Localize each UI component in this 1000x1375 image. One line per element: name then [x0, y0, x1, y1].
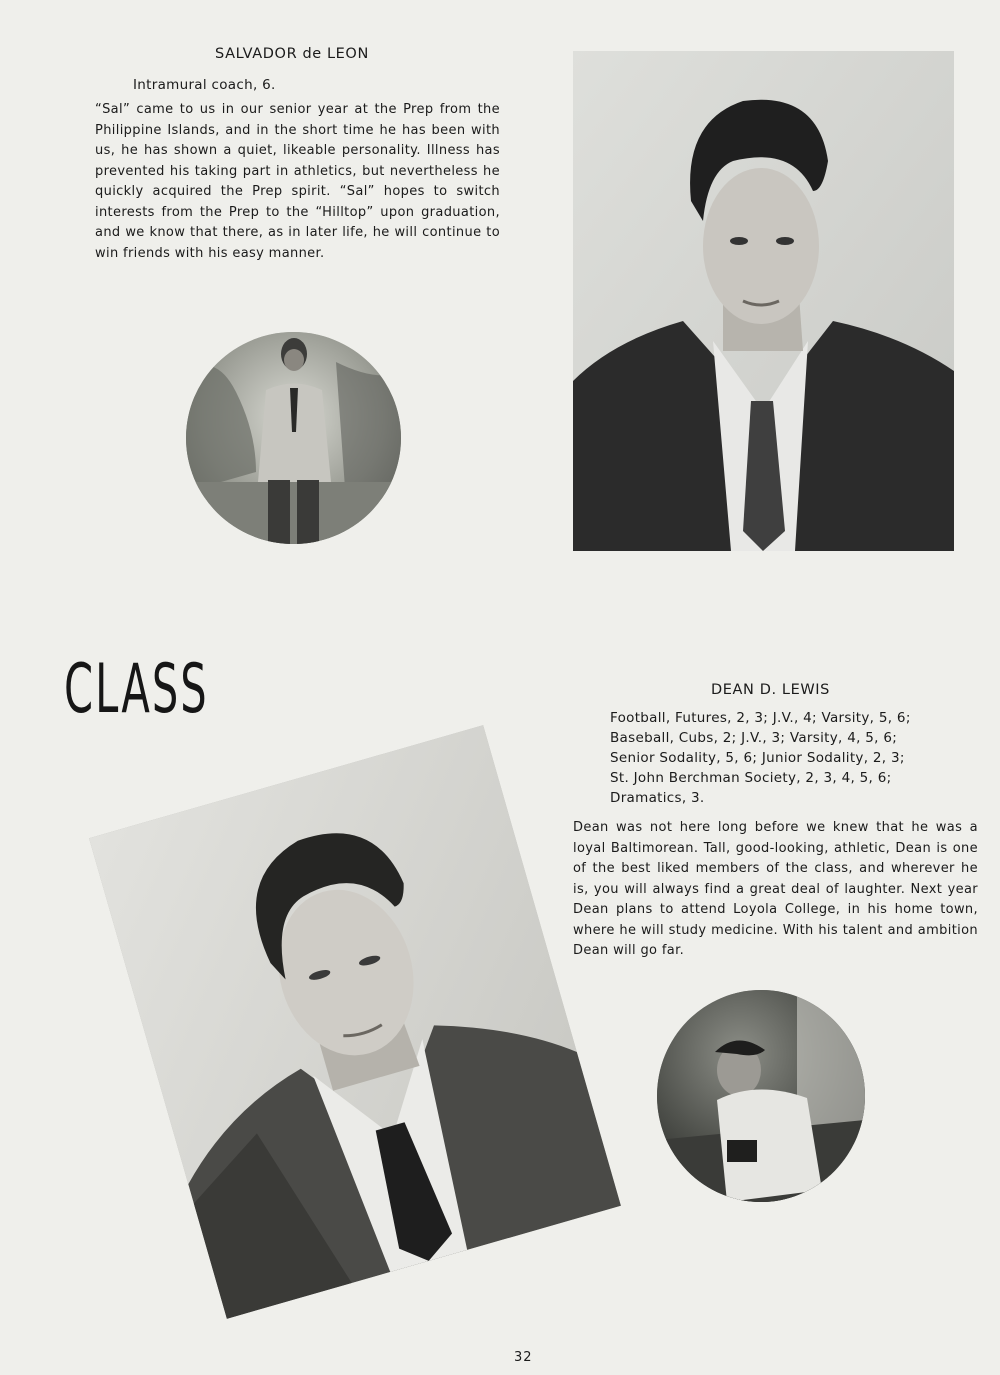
- activity-line: Baseball, Cubs, 2; J.V., 3; Varsity, 4, 5, 6;: [610, 730, 898, 746]
- candid-photo-dean: [657, 990, 865, 1202]
- student-name-salvador: SALVADOR de LEON: [215, 46, 369, 62]
- page-number: 32: [514, 1350, 533, 1365]
- student-activities-dean: [610, 708, 911, 808]
- activity-line: St. John Berchman Society, 2, 3, 4, 5, 6;: [610, 770, 892, 786]
- activity-line: Senior Sodality, 5, 6; Junior Sodality, 2, 3;: [610, 750, 905, 766]
- section-title: CLASS: [64, 650, 209, 729]
- student-bio-salvador: “Sal” came to us in our senior year at the Prep from the Philippine Islands, and in the short time he has been with us, he has shown a quiet, likeable personality. Illness has prevented his taking part in athletics, but nevertheless he quickly acquired the Prep spirit. “Sal” hopes to switch interests from the Prep to the “Hilltop” upon graduation, and we know that there, as in later life, he will continue to win friends with his easy manner.: [95, 102, 500, 261]
- portrait-photo-salvador: [573, 51, 954, 551]
- student-bio-dean: Dean was not here long before we knew that he was a loyal Baltimorean. Tall, good-looking, athletic, Dean is one of the best liked members of the class, and wherever he is, you will always find a great deal of laughter. Next year Dean plans to attend Loyola College, in his home town, where he will study medicine. With his talent and ambition Dean will go far.: [573, 820, 978, 958]
- portrait-photo-dean: [89, 725, 621, 1319]
- student-name-dean: DEAN D. LEWIS: [711, 682, 830, 698]
- activity-line: Football, Futures, 2, 3; J.V., 4; Varsity, 5, 6;: [610, 710, 911, 726]
- student-activities-salvador: Intramural coach, 6.: [133, 77, 276, 93]
- activity-line: Dramatics, 3.: [610, 790, 705, 806]
- candid-photo-salvador: [186, 332, 401, 544]
